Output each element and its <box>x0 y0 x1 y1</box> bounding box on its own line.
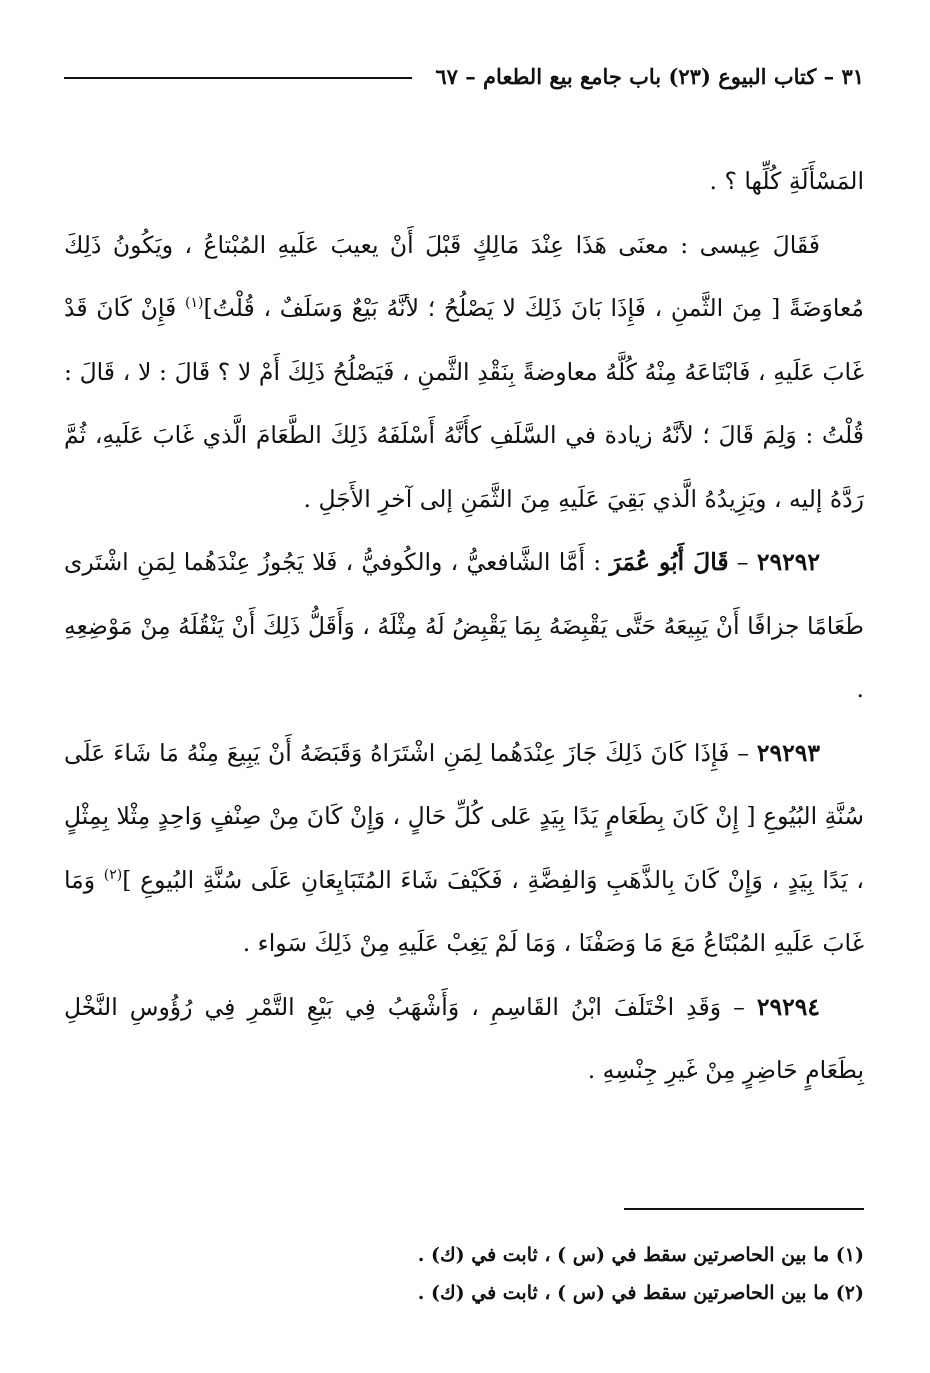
paragraph-number: ٢٩٢٩٣ <box>756 738 820 767</box>
paragraph-text: وَمَا غَابَ عَلَيهِ المُبْتَاعُ مَعَ مَا وَصَفْنَا ، وَمَا لَمْ يَغِبْ عَلَيهِ مِنْ ذَلِكَ سَواء . <box>64 865 864 957</box>
main-text <box>64 150 864 1103</box>
paragraph-29292: ٢٩٢٩٢ – قَالَ أَبُو عُمَرَ : أَمَّا الشَّافعيُّ ، والكُوفيُّ ، فَلا يَجُوزُ عِنْدَهُما لِمَنِ اشْتَرى طَعَامًا جزافًا أَنْ يَبِيعَهُ حَتَّى يَقْبِضَهُ بِمَا يَقْبِضُ لَهُ مِثْلَهُ ، وَأَقَلُّ ذَلِكَ أَنْ يَنْقُلَهُ مِنْ مَوْضِعِهِ . <box>64 548 864 703</box>
footnote-2: (٢) ما بين الحاصرتين سقط في (س ) ، ثابت في (ك) . <box>417 1282 864 1304</box>
footnote-rule <box>624 1208 864 1210</box>
header-rule <box>64 77 412 79</box>
running-header <box>64 62 864 102</box>
paragraph-text: : أَمَّا الشَّافعيُّ ، والكُوفيُّ ، فَلا يَجُوزُ عِنْدَهُما لِمَنِ اشْتَرى طَعَامًا جزافًا أَنْ يَبِيعَهُ حَتَّى يَقْبِضَهُ بِمَا يَقْبِضُ لَهُ مِثْلَهُ ، وَأَقَلُّ ذَلِكَ أَنْ يَنْقُلَهُ مِنْ مَوْضِعِهِ . <box>64 548 864 703</box>
footnote-reference: (٢) <box>103 866 123 883</box>
paragraph-isa <box>64 214 864 532</box>
paragraph-29293: ٢٩٢٩٣ – فَإِذَا كَانَ ذَلِكَ جَازَ عِنْدَهُما لِمَنِ اشْتَرَاهُ وَقَبَضَهُ أَنْ يَبِيعَ مِنْهُ مَا شَاءَ عَلَى سُنَّةِ البُيُوعِ [ إِنْ كَانَ بِطَعَامٍ يَدًا بِيَدٍ عَلى كُلِّ حَالٍ ، وَإِنْ كَانَ مِنْ صِنْفٍ وَاحِدٍ مِثْلا بِمِثْلٍ ، يَدًا بِيَدٍ ، وَإِنْ كَانَ بِالذَّهَبِ وَالفِضَّةِ ، فَكَيْفَ شَاءَ المُتَبَايِعَانِ عَلَى سُنَّةِ البُيوعِ ]$^{(٢)}$ وَمَا غَابَ عَلَيهِ المُبْتَاعُ مَعَ مَا وَصَفْنَا ، وَمَا لَمْ يَغِبْ عَلَيهِ مِنْ ذَلِكَ سَواء . <box>64 738 864 957</box>
paragraph-text: المَسْأَلَةِ كُلِّها ؟ . <box>709 167 864 195</box>
paragraph-continuation <box>64 150 864 214</box>
paragraph-number: ٢٩٢٩٢ <box>756 548 821 576</box>
footnote-1: (١) ما بين الحاصرتين سقط في (س ) ، ثابت في (ك) . <box>417 1244 864 1266</box>
paragraph-text: فَإِذَا كَانَ ذَلِكَ جَازَ عِنْدَهُما لِمَنِ اشْتَرَاهُ وَقَبَضَهُ أَنْ يَبِيعَ مِنْهُ مَا شَاءَ عَلَى سُنَّةِ البُيُوعِ [ إِنْ كَانَ بِطَعَامٍ يَدًا بِيَدٍ عَلى كُلِّ حَالٍ ، وَإِنْ كَانَ مِنْ صِنْفٍ وَاحِدٍ مِثْلا بِمِثْلٍ ، يَدًا بِيَدٍ ، وَإِنْ كَانَ بِالذَّهَبِ وَالفِضَّةِ ، فَكَيْفَ شَاءَ المُتَبَايِعَانِ عَلَى سُنَّةِ البُيوعِ ] <box>64 738 864 894</box>
footnote-reference: (١) <box>185 295 204 312</box>
paragraph-text: فَإِنْ كَانَ قَدْ غَابَ عَلَيهِ ، فَابْتَاعَهُ مِنْهُ كُلَّهُ معاوضةً بِنَقْدِ الثَّمنِ ، فَيَصْلُحُ ذَلِكَ أَمْ لا ؟ قَالَ : لا ، قَالَ : قُلْتُ : وَلِمَ قَالَ ؛ لأنَّهُ زيادة في السَّلَفِ كأَنَّهُ أَسْلَفَهُ ذَلِكَ الطَّعَامَ الَّذي غَابَ عَلَيهِ، ثُمَّ رَدَّهُ إليه ، ويَزِيدُهُ الَّذي بَقِيَ عَلَيهِ مِنَ الثَّمَنِ إلى آخرِ الأَجَلِ . <box>64 294 864 513</box>
paragraph-number: ٢٩٢٩٤ <box>756 992 820 1021</box>
running-header-title: ٣١ – كتاب البيوع (٢٣) باب جامع بيع الطعام – ٦٧ <box>435 64 864 89</box>
paragraph-text: فَقَالَ عِيسى : معنَى هَذَا عِنْدَ مَالِكٍ قَبْلَ أَنْ يعيبَ عَلَيهِ المُبْتاعُ ، ويَكُونُ ذَلِكَ مُعاوَضَةً [ مِنَ الثَّمنِ ، فَإِذَا بَانَ ذَلِكَ لا يَصْلُحُ ؛ لأنَّهُ بَيْعٌ وَسَلَفٌ ، قُلْتُ] <box>64 230 864 322</box>
speaker-name: قَالَ أَبُو عُمَرَ <box>609 548 729 576</box>
paragraph-29294: ٢٩٢٩٤ – وَقَدِ اخْتَلَفَ ابْنُ القَاسِمِ ، وَأَشْهَبُ فِي بَيْعِ التَّمْرِ فِي رُؤُوسِ النَّخْلِ بِطَعَامٍ حَاضِرٍ مِنْ غَيرِ جِنْسِهِ . <box>64 992 864 1084</box>
paragraph-text: وَقَدِ اخْتَلَفَ ابْنُ القَاسِمِ ، وَأَشْهَبُ فِي بَيْعِ التَّمْرِ فِي رُؤُوسِ النَّخْلِ بِطَعَامٍ حَاضِرٍ مِنْ غَيرِ جِنْسِهِ . <box>64 992 864 1084</box>
footnotes <box>64 1236 864 1312</box>
